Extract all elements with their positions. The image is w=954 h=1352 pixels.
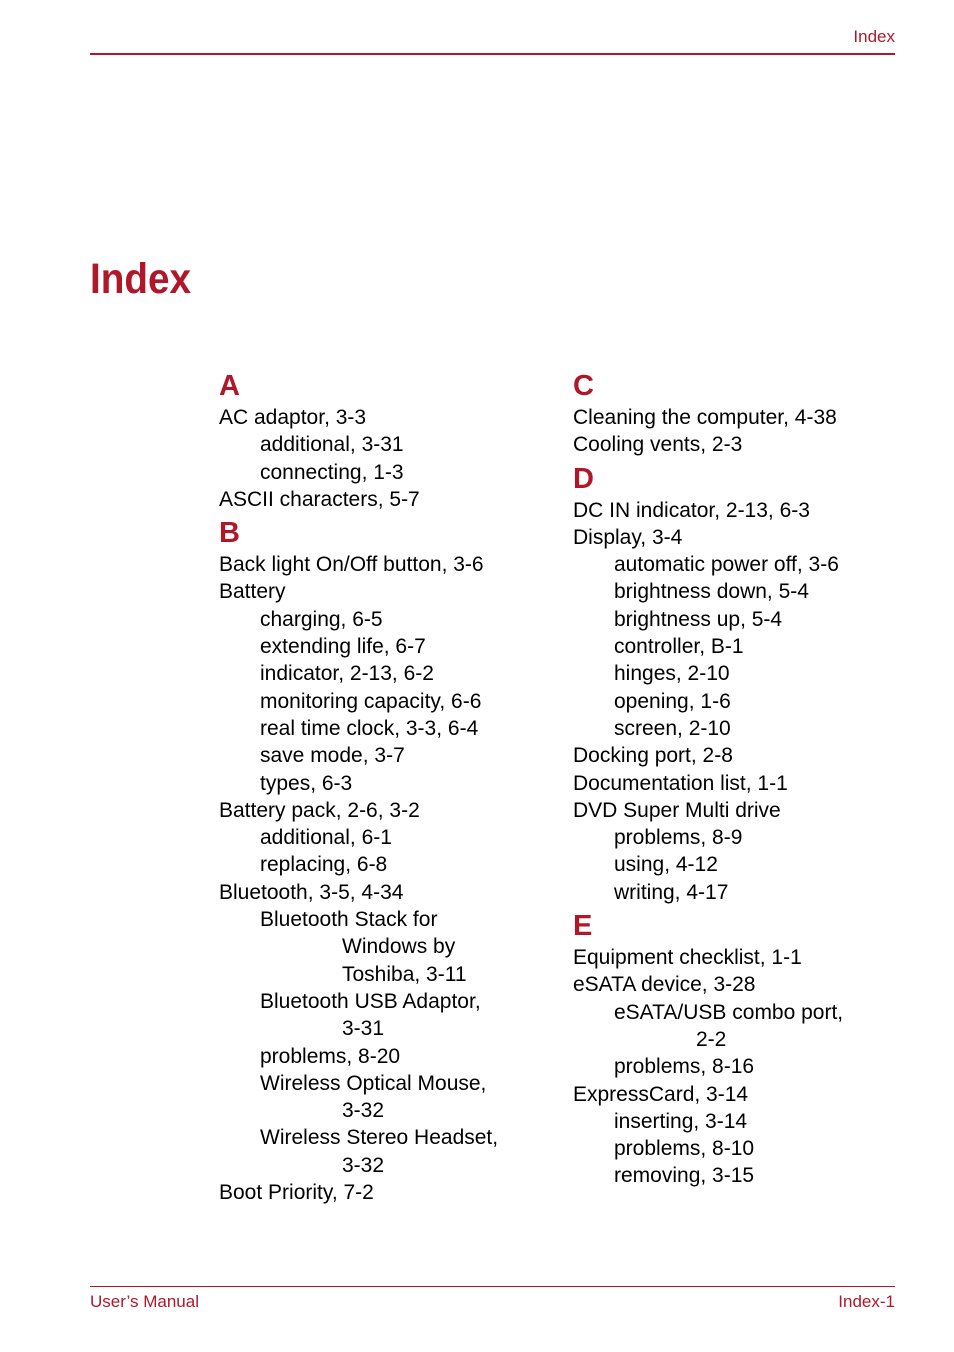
index-subentry: types, 6-3 — [260, 771, 353, 795]
index-subentry: Wireless Optical Mouse, — [260, 1071, 487, 1095]
index-subentry: real time clock, 3-3, 6-4 — [260, 716, 479, 740]
index-subentry: opening, 1-6 — [614, 689, 731, 713]
index-entry: AC adaptor, 3-3 — [219, 406, 367, 429]
index-section — [573, 459, 903, 906]
index-entry: Back light On/Off button, 3-6 — [219, 553, 484, 577]
index-subentry: save mode, 3-7 — [260, 744, 405, 768]
index-column-left — [219, 366, 549, 1206]
footer-page-number: Index-1 — [838, 1292, 895, 1311]
section-letter: C — [573, 370, 594, 402]
index-subentry: replacing, 6-8 — [260, 853, 388, 877]
index-subentry: Wireless Stereo Headset, — [260, 1126, 499, 1150]
index-entry: Battery pack, 2-6, 3-2 — [219, 798, 420, 822]
section-letter: A — [219, 370, 240, 402]
running-header-label: Index — [853, 27, 895, 46]
index-entry: Cooling vents, 2-3 — [573, 433, 743, 457]
header-rule — [90, 53, 895, 55]
index-entry: DC IN indicator, 2-13, 6-3 — [573, 498, 810, 522]
index-subentry-continuation: Toshiba, 3-11 — [342, 962, 467, 986]
index-entry: Equipment checklist, 1-1 — [573, 946, 802, 970]
index-entry: Docking port, 2-8 — [573, 744, 733, 768]
section-letter: B — [219, 517, 240, 550]
index-subentry-continuation: 2-2 — [696, 1027, 727, 1051]
index-subentry: additional, 3-31 — [260, 433, 404, 457]
index-section — [219, 513, 549, 1206]
index-subentry: eSATA/USB combo port, — [614, 1000, 844, 1024]
index-section — [219, 366, 549, 513]
index-subentry: brightness down, 5-4 — [614, 580, 809, 604]
index-subentry: screen, 2-10 — [614, 716, 731, 740]
index-section — [573, 906, 903, 1190]
section-letter: E — [573, 910, 593, 943]
index-entry: Cleaning the computer, 4-38 — [573, 406, 837, 429]
index-subentry: problems, 8-9 — [614, 826, 743, 850]
page-title: Index — [90, 255, 192, 303]
index-subentry: Bluetooth USB Adaptor, — [260, 989, 481, 1013]
index-subentry: problems, 8-16 — [614, 1055, 755, 1079]
index-subentry: inserting, 3-14 — [614, 1109, 748, 1133]
index-subentry-continuation: 3-32 — [342, 1099, 385, 1123]
index-entry: ASCII characters, 5-7 — [219, 487, 420, 511]
index-section — [573, 366, 903, 459]
index-subentry: additional, 6-1 — [260, 826, 392, 850]
index-subentry: controller, B-1 — [614, 635, 744, 659]
index-entry: eSATA device, 3-28 — [573, 973, 756, 997]
index-subentry: using, 4-12 — [614, 853, 718, 877]
index-subentry: extending life, 6-7 — [260, 635, 426, 659]
index-column-right — [573, 366, 903, 1190]
index-subentry: writing, 4-17 — [614, 880, 729, 904]
index-subentry: Bluetooth Stack for — [260, 908, 438, 932]
index-subentry-continuation: Windows by — [342, 935, 456, 959]
index-subentry-continuation: 3-31 — [342, 1017, 385, 1041]
index-subentry: automatic power off, 3-6 — [614, 553, 839, 577]
index-subentry: problems, 8-10 — [614, 1137, 755, 1161]
index-subentry: removing, 3-15 — [614, 1164, 755, 1188]
index-entry: Battery — [219, 580, 286, 604]
index-subentry-continuation: 3-32 — [342, 1153, 385, 1177]
index-subentry: charging, 6-5 — [260, 607, 383, 631]
section-letter: D — [573, 462, 594, 495]
index-subentry: monitoring capacity, 6-6 — [260, 689, 482, 713]
index-entry: Boot Priority, 7-2 — [219, 1181, 374, 1205]
index-subentry: brightness up, 5-4 — [614, 607, 783, 631]
index-entry: Display, 3-4 — [573, 525, 683, 549]
index-subentry: hinges, 2-10 — [614, 662, 730, 686]
index-subentry: problems, 8-20 — [260, 1044, 401, 1068]
index-entry: Bluetooth, 3-5, 4-34 — [219, 880, 404, 904]
index-subentry: indicator, 2-13, 6-2 — [260, 662, 434, 686]
index-subentry: connecting, 1-3 — [260, 460, 404, 484]
index-entry: DVD Super Multi drive — [573, 798, 781, 822]
footer-rule — [90, 1286, 895, 1287]
index-entry: ExpressCard, 3-14 — [573, 1082, 749, 1106]
index-entry: Documentation list, 1-1 — [573, 771, 788, 795]
footer-manual-name: User’s Manual — [90, 1292, 199, 1311]
